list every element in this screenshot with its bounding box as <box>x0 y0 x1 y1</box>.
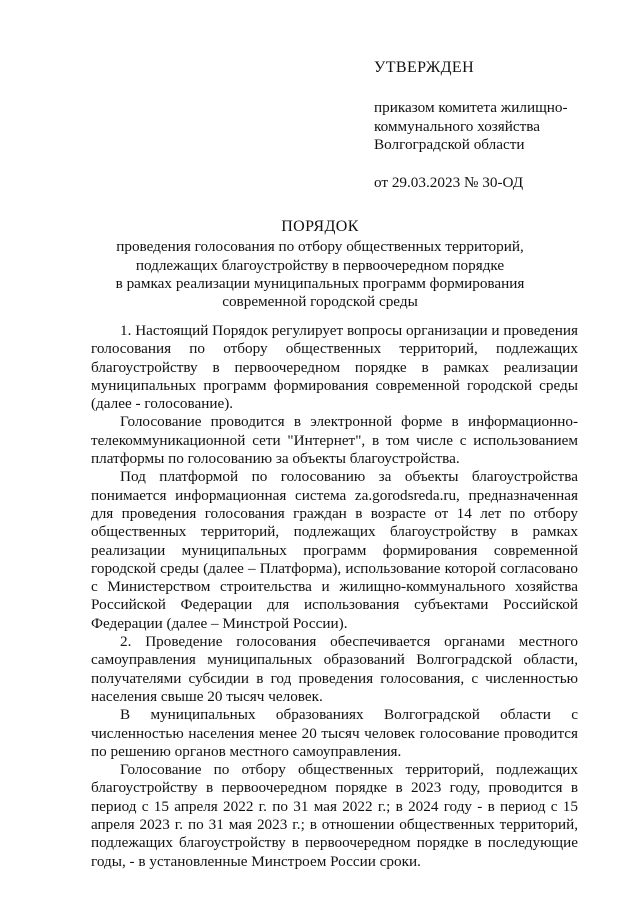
approval-date-number: от 29.03.2023 № 30-ОД <box>374 174 524 192</box>
paragraph: 1. Настоящий Порядок регулирует вопросы организации и проведения голосования по отбору общественных территорий, подлежащих благоустройству в первоочередном порядке в рамках реализации муниципальных программ формирования современной городской среды (далее - голосование). <box>91 322 578 413</box>
document-title: ПОРЯДОК <box>281 218 359 235</box>
approval-order-text: приказом комитета жилищно- коммунального хозяйства Волгоградской области <box>374 99 568 153</box>
paragraph: 2. Проведение голосования обеспечивается органами местного самоуправления муниципальных образований Волгоградской области, получателями субсидии в год проведения голосования, с численностью населения свыше 20 тысяч человек. <box>91 633 578 705</box>
paragraph: Голосование проводится в электронной форме в информационно-телекоммуникационной сети "Интернет", в том числе с использованием платформы по голосованию за объекты благоустройства. <box>91 413 578 468</box>
approval-title: УТВЕРЖДЕН <box>374 59 475 76</box>
paragraph: Голосование по отбору общественных территорий, подлежащих благоустройству в первоочередном порядке в 2023 году, проводится в период с 15 апреля 2022 г. по 31 мая 2022 г.; в 2024 году - в период с 15 апреля 2023 г. по 31 мая 2023 г.; в отношении общественных территорий, подлежащих благоустройству в первоочередном порядке в последующие годы, - в установленные Минстроем России сроки. <box>91 761 578 870</box>
document-subtitle: проведения голосования по отбору общественных территорий, подлежащих благоустройству в первоочередном порядке в рамках реализации муниципальных программ формирования современной городской среды <box>115 238 525 311</box>
paragraph: В муниципальных образованиях Волгоградской области с численностью населения менее 20 тысяч человек голосование проводится по решению органов местного самоуправления. <box>91 706 578 760</box>
approval-block <box>374 59 614 192</box>
document-body <box>91 322 578 871</box>
document-heading <box>0 218 640 311</box>
paragraph: Под платформой по голосованию за объекты благоустройства понимается информационная система za.gorodsreda.ru, предназначенная для проведения голосования граждан в возрасте от 14 лет по отбору общественных территорий, подлежащих благоустройству в рамках реализации муниципальных программ формирования современной городской среды (далее – Платформа), использование которой согласовано с Министерством строительства и жилищно-коммунального хозяйства Российской Федерации для использования субъектами Российской Федерации (далее – Минстрой России). <box>91 468 578 632</box>
